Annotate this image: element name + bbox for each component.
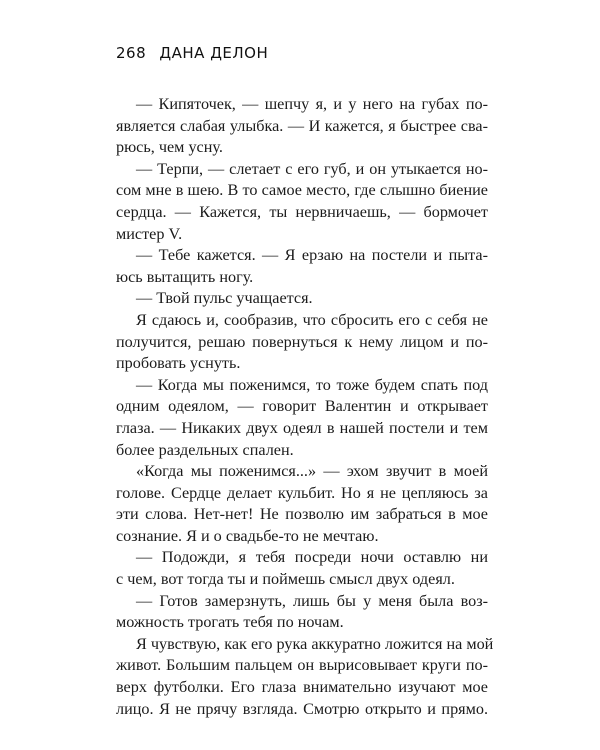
text-line: верх футболки. Его глаза внимательно изучают мое — [116, 678, 488, 697]
text-line: сознание. Я и о свадьбе-то не мечтаю. — [116, 526, 379, 545]
text-line: более раздельных спален. — [116, 440, 294, 459]
text-line: с чем, вот тогда ты и поймешь смысл двух одеял. — [116, 570, 455, 589]
text-line: — Подожди, я тебя посреди ночи оставлю ни — [136, 548, 488, 567]
text-line: Я сдаюсь и, сообразив, что сбросить его с себя не — [136, 310, 488, 329]
text-line: можность трогать тебя по ночам. — [116, 613, 344, 632]
text-line: лицо. Я не прячу взгляда. Смотрю открыто и прямо. — [116, 699, 488, 718]
page-number: 268 — [116, 44, 147, 62]
text-line: юсь вытащить ногу. — [116, 267, 254, 286]
text-line: — Готов замерзнуть, лишь бы у меня была воз- — [136, 591, 488, 610]
text-line: — Твой пульс учащается. — [136, 289, 313, 308]
text-line: сердца. — Кажется, ты нервничаешь, — бормочет — [116, 202, 488, 221]
text-line: Я чувствую, как его рука аккуратно ложится на мой — [136, 634, 494, 653]
text-line: одним одеялом, — говорит Валентин и открывает — [116, 397, 488, 416]
text-line: рюсь, чем усну. — [116, 138, 223, 157]
author-name: ДАНА ДЕЛОН — [159, 44, 269, 62]
body-text — [116, 94, 494, 720]
text-line: является слабая улыбка. — И кажется, я быстрее сва- — [116, 116, 488, 135]
running-head — [116, 44, 268, 62]
text-line: живот. Большим пальцем он вырисовывает круги по- — [116, 656, 488, 675]
text-line: — Кипяточек, — шепчу я, и у него на губах по- — [136, 95, 488, 113]
text-line: сом мне в шею. В то самое место, где слышно биение — [116, 181, 488, 200]
text-line: «Когда мы поженимся...» — эхом звучит в моей — [136, 462, 488, 481]
text-line: эти слова. Нет-нет! Не позволю им забраться в мое — [116, 505, 488, 524]
text-line: голове. Сердце делает кульбит. Но я не цепляюсь за — [116, 483, 488, 502]
text-line: — Когда мы поженимся, то тоже будем спать под — [136, 375, 488, 394]
text-line: — Тебе кажется. — Я ерзаю на постели и пыта- — [136, 246, 488, 265]
text-line: пробовать уснуть. — [116, 354, 241, 373]
text-line: глаза. — Никаких двух одеял в нашей постели и тем — [116, 418, 488, 437]
text-line: мистер V. — [116, 224, 183, 243]
text-line: получится, решаю повернуться к нему лицом и по- — [116, 332, 488, 351]
text-line: — Терпи, — слетает с его губ, и он утыкается но- — [136, 159, 488, 178]
